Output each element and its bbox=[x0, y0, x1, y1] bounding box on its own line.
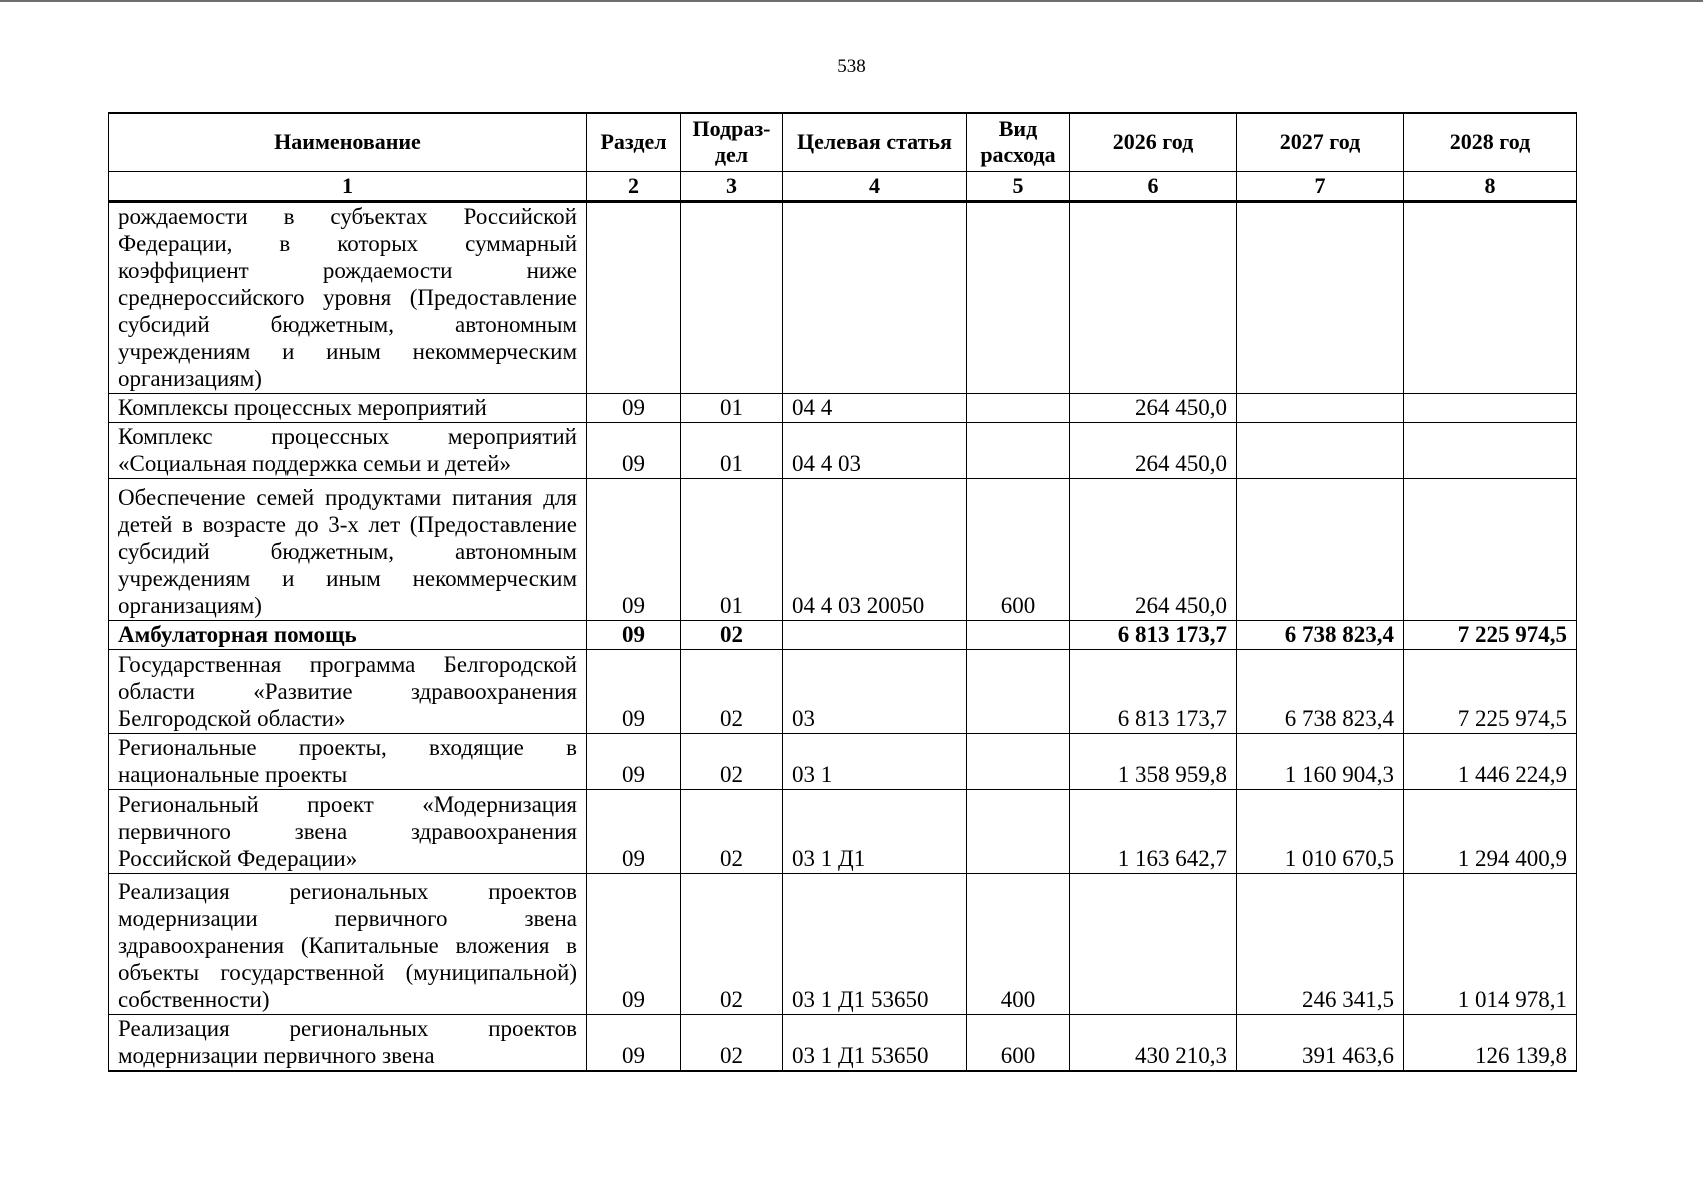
row-name: Обеспечение семей продуктами питания для детей в возрасте до 3-х лет (Предоставление субсидий бюджетным, автономным учреждениям и иным некоммерческим организациям) bbox=[109, 479, 587, 621]
table-row bbox=[109, 734, 1577, 790]
row-statya: 03 1 Д1 bbox=[783, 790, 967, 874]
row-2026: 6 813 173,7 bbox=[1070, 650, 1237, 734]
page-number: 538 bbox=[837, 56, 866, 77]
column-number: 3 bbox=[681, 172, 783, 202]
row-razdel: 09 bbox=[587, 790, 681, 874]
table-row bbox=[109, 874, 1577, 1015]
row-2028: 1 446 224,9 bbox=[1404, 734, 1577, 790]
row-2028 bbox=[1404, 423, 1577, 479]
row-name: Региональный проект «Модернизация первичного звена здравоохранения Российской Федерации» bbox=[109, 790, 587, 874]
header-2028: 2028 год bbox=[1404, 113, 1577, 172]
row-vid bbox=[967, 423, 1070, 479]
column-number-row bbox=[109, 172, 1577, 202]
row-statya: 04 4 03 bbox=[783, 423, 967, 479]
page-top-edge bbox=[0, 0, 1703, 2]
row-vid bbox=[967, 621, 1070, 650]
row-name: рождаемости в субъектах Российской Федерации, в которых суммарный коэффициент рождаемости ниже среднероссийского уровня (Предоставление субсидий бюджетным, автономным учреждениям и иным некоммерческим организациям) bbox=[109, 202, 587, 394]
row-2027 bbox=[1237, 394, 1404, 423]
header-razdel: Раздел bbox=[587, 113, 681, 172]
row-2028 bbox=[1404, 202, 1577, 394]
row-razdel: 09 bbox=[587, 394, 681, 423]
row-razdel: 09 bbox=[587, 423, 681, 479]
row-razdel bbox=[587, 202, 681, 394]
row-razdel: 09 bbox=[587, 1015, 681, 1072]
row-vid: 400 bbox=[967, 874, 1070, 1015]
row-name: Комплексы процессных мероприятий bbox=[109, 394, 587, 423]
table-row bbox=[109, 479, 1577, 621]
row-podrazdel: 02 bbox=[681, 1015, 783, 1072]
row-name: Региональные проекты, входящие в национальные проекты bbox=[109, 734, 587, 790]
header-statya: Целевая статья bbox=[783, 113, 967, 172]
header-podrazdel: Подраз- дел bbox=[681, 113, 783, 172]
row-2028 bbox=[1404, 479, 1577, 621]
table-row bbox=[109, 423, 1577, 479]
column-number: 4 bbox=[783, 172, 967, 202]
row-2027: 1 160 904,3 bbox=[1237, 734, 1404, 790]
row-2026: 1 358 959,8 bbox=[1070, 734, 1237, 790]
row-podrazdel: 02 bbox=[681, 874, 783, 1015]
row-name: Реализация региональных проектов модернизации первичного звена bbox=[109, 1015, 587, 1072]
row-2027 bbox=[1237, 479, 1404, 621]
row-2028: 126 139,8 bbox=[1404, 1015, 1577, 1072]
row-podrazdel: 01 bbox=[681, 394, 783, 423]
row-2026: 430 210,3 bbox=[1070, 1015, 1237, 1072]
row-podrazdel: 02 bbox=[681, 621, 783, 650]
row-podrazdel: 02 bbox=[681, 650, 783, 734]
table-row bbox=[109, 650, 1577, 734]
table-row bbox=[109, 790, 1577, 874]
header-2027: 2027 год bbox=[1237, 113, 1404, 172]
row-vid: 600 bbox=[967, 479, 1070, 621]
row-2027: 391 463,6 bbox=[1237, 1015, 1404, 1072]
table-row bbox=[109, 202, 1577, 394]
row-2027: 6 738 823,4 bbox=[1237, 621, 1404, 650]
row-statya: 04 4 03 20050 bbox=[783, 479, 967, 621]
header-2026: 2026 год bbox=[1070, 113, 1237, 172]
row-2027: 1 010 670,5 bbox=[1237, 790, 1404, 874]
row-vid bbox=[967, 650, 1070, 734]
row-podrazdel bbox=[681, 202, 783, 394]
row-statya: 03 1 Д1 53650 bbox=[783, 874, 967, 1015]
row-statya: 04 4 bbox=[783, 394, 967, 423]
row-podrazdel: 02 bbox=[681, 734, 783, 790]
row-statya: 03 1 Д1 53650 bbox=[783, 1015, 967, 1072]
row-statya bbox=[783, 202, 967, 394]
row-2027: 246 341,5 bbox=[1237, 874, 1404, 1015]
row-statya bbox=[783, 621, 967, 650]
row-razdel: 09 bbox=[587, 874, 681, 1015]
row-name: Государственная программа Белгородской области «Развитие здравоохранения Белгородской области» bbox=[109, 650, 587, 734]
row-2026: 264 450,0 bbox=[1070, 423, 1237, 479]
row-name: Амбулаторная помощь bbox=[109, 621, 587, 650]
header-vid: Вид расхода bbox=[967, 113, 1070, 172]
header-name: Наименование bbox=[109, 113, 587, 172]
row-2027: 6 738 823,4 bbox=[1237, 650, 1404, 734]
column-number: 8 bbox=[1404, 172, 1577, 202]
row-vid: 600 bbox=[967, 1015, 1070, 1072]
table-row bbox=[109, 1015, 1577, 1072]
row-2026: 1 163 642,7 bbox=[1070, 790, 1237, 874]
row-podrazdel: 02 bbox=[681, 790, 783, 874]
row-name: Реализация региональных проектов модернизации первичного звена здравоохранения (Капитальные вложения в объекты государственной (муниципальной) собственности) bbox=[109, 874, 587, 1015]
row-vid bbox=[967, 202, 1070, 394]
budget-table bbox=[108, 112, 1577, 1072]
row-2028: 1 294 400,9 bbox=[1404, 790, 1577, 874]
table-row bbox=[109, 621, 1577, 650]
row-statya: 03 bbox=[783, 650, 967, 734]
row-2026: 6 813 173,7 bbox=[1070, 621, 1237, 650]
row-2027 bbox=[1237, 202, 1404, 394]
row-vid bbox=[967, 394, 1070, 423]
column-number: 5 bbox=[967, 172, 1070, 202]
row-2028: 7 225 974,5 bbox=[1404, 650, 1577, 734]
row-statya: 03 1 bbox=[783, 734, 967, 790]
column-number: 2 bbox=[587, 172, 681, 202]
row-podrazdel: 01 bbox=[681, 423, 783, 479]
column-number: 7 bbox=[1237, 172, 1404, 202]
row-razdel: 09 bbox=[587, 621, 681, 650]
row-2027 bbox=[1237, 423, 1404, 479]
row-podrazdel: 01 bbox=[681, 479, 783, 621]
row-2028 bbox=[1404, 394, 1577, 423]
row-vid bbox=[967, 734, 1070, 790]
row-2026 bbox=[1070, 874, 1237, 1015]
column-number: 6 bbox=[1070, 172, 1237, 202]
row-razdel: 09 bbox=[587, 734, 681, 790]
row-2028: 1 014 978,1 bbox=[1404, 874, 1577, 1015]
row-razdel: 09 bbox=[587, 479, 681, 621]
column-number: 1 bbox=[109, 172, 587, 202]
row-2026: 264 450,0 bbox=[1070, 394, 1237, 423]
row-2026 bbox=[1070, 202, 1237, 394]
row-2026: 264 450,0 bbox=[1070, 479, 1237, 621]
row-razdel: 09 bbox=[587, 650, 681, 734]
row-name: Комплекс процессных мероприятий «Социальная поддержка семьи и детей» bbox=[109, 423, 587, 479]
table-row bbox=[109, 394, 1577, 423]
row-vid bbox=[967, 790, 1070, 874]
header-row bbox=[109, 113, 1577, 172]
row-2028: 7 225 974,5 bbox=[1404, 621, 1577, 650]
